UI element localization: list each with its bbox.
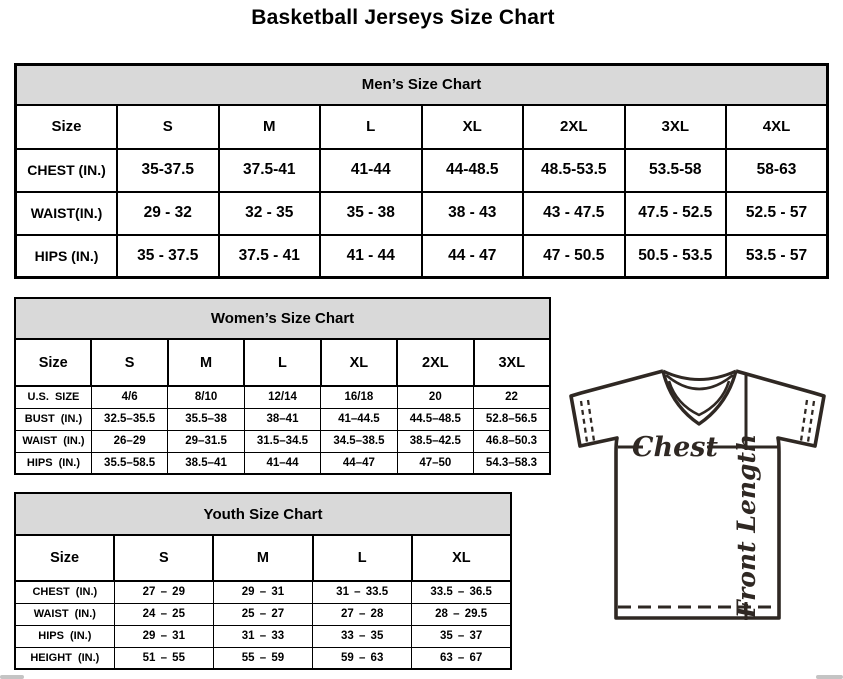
table-cell: 35 - 37.5 (117, 235, 219, 278)
size-column-header: L (244, 339, 320, 386)
table-cell: 8/10 (168, 386, 244, 408)
table-cell: 48.5-53.5 (523, 149, 625, 192)
table-cell: 33 – 35 (313, 625, 412, 647)
size-column-header: S (117, 105, 219, 149)
row-header: WAIST (IN.) (15, 430, 91, 452)
table-cell: 47–50 (397, 452, 473, 474)
table-cell: 12/14 (244, 386, 320, 408)
table-cell: 29 – 31 (213, 581, 312, 603)
row-header: HIPS (IN.) (16, 235, 118, 278)
row-header: HIPS (IN.) (15, 452, 91, 474)
size-column-header: 4XL (726, 105, 828, 149)
table-cell: 32 - 35 (219, 192, 321, 235)
table-cell: 31 – 33 (213, 625, 312, 647)
size-column-header: S (114, 535, 213, 581)
table-cell: 22 (474, 386, 550, 408)
table-title: Men’s Size Chart (16, 65, 828, 105)
size-column-header: XL (321, 339, 397, 386)
table-cell: 44–47 (321, 452, 397, 474)
table-cell: 52.5 - 57 (726, 192, 828, 235)
row-header: U.S. SIZE (15, 386, 91, 408)
size-header-cell: Size (15, 535, 114, 581)
row-header: HIPS (IN.) (15, 625, 114, 647)
table-cell: 38 - 43 (422, 192, 524, 235)
size-column-header: M (219, 105, 321, 149)
table-cell: 59 – 63 (313, 647, 412, 669)
size-column-header: S (91, 339, 167, 386)
size-column-header: M (168, 339, 244, 386)
row-header: WAIST (IN.) (15, 603, 114, 625)
table-cell: 58-63 (726, 149, 828, 192)
table-cell: 41 - 44 (320, 235, 422, 278)
table-cell: 44 - 47 (422, 235, 524, 278)
table-cell: 16/18 (321, 386, 397, 408)
table-cell: 25 – 27 (213, 603, 312, 625)
page-title: Basketball Jerseys Size Chart (251, 6, 555, 29)
table-cell: 44.5–48.5 (397, 408, 473, 430)
table-cell: 41–44.5 (321, 408, 397, 430)
table-title: Women’s Size Chart (15, 298, 550, 339)
table-cell: 53.5-58 (625, 149, 727, 192)
table-cell: 31 – 33.5 (313, 581, 412, 603)
womens-size-table (14, 297, 551, 475)
table-cell: 38–41 (244, 408, 320, 430)
size-column-header: 2XL (523, 105, 625, 149)
size-column-header: 2XL (397, 339, 473, 386)
jersey-measurement-diagram (556, 350, 843, 642)
table-cell: 31.5–34.5 (244, 430, 320, 452)
size-column-header: XL (412, 535, 511, 581)
front-length-label: Front Length (732, 433, 761, 619)
size-header-cell: Size (15, 339, 91, 386)
chest-label: Chest (632, 432, 718, 463)
row-header: CHEST (IN.) (16, 149, 118, 192)
table-cell: 24 – 25 (114, 603, 213, 625)
size-column-header: M (213, 535, 312, 581)
row-header: HEIGHT (IN.) (15, 647, 114, 669)
table-cell: 50.5 - 53.5 (625, 235, 727, 278)
table-title: Youth Size Chart (15, 493, 511, 535)
table-cell: 32.5–35.5 (91, 408, 167, 430)
scrollbar-thumb-right[interactable] (816, 675, 843, 679)
size-column-header: 3XL (474, 339, 550, 386)
table-cell: 38.5–42.5 (397, 430, 473, 452)
row-header: BUST (IN.) (15, 408, 91, 430)
table-cell: 29 – 31 (114, 625, 213, 647)
size-column-header: L (320, 105, 422, 149)
table-cell: 29 - 32 (117, 192, 219, 235)
size-column-header: XL (422, 105, 524, 149)
youth-size-table (14, 492, 512, 670)
mens-size-table (14, 63, 829, 279)
table-cell: 52.8–56.5 (474, 408, 550, 430)
table-cell: 33.5 – 36.5 (412, 581, 511, 603)
table-cell: 35 - 38 (320, 192, 422, 235)
table-cell: 27 – 29 (114, 581, 213, 603)
table-cell: 53.5 - 57 (726, 235, 828, 278)
table-cell: 27 – 28 (313, 603, 412, 625)
table-cell: 47 - 50.5 (523, 235, 625, 278)
table-cell: 41-44 (320, 149, 422, 192)
row-header: WAIST(IN.) (16, 192, 118, 235)
table-cell: 63 – 67 (412, 647, 511, 669)
table-cell: 26–29 (91, 430, 167, 452)
row-header: CHEST (IN.) (15, 581, 114, 603)
size-column-header: 3XL (625, 105, 727, 149)
table-cell: 54.3–58.3 (474, 452, 550, 474)
scrollbar-thumb-left[interactable] (0, 675, 24, 679)
table-cell: 29–31.5 (168, 430, 244, 452)
size-column-header: L (313, 535, 412, 581)
table-cell: 37.5-41 (219, 149, 321, 192)
jersey-outline (571, 371, 824, 618)
table-cell: 46.8–50.3 (474, 430, 550, 452)
table-cell: 38.5–41 (168, 452, 244, 474)
table-cell: 35 – 37 (412, 625, 511, 647)
jersey-diagram-svg (556, 350, 843, 642)
table-cell: 28 – 29.5 (412, 603, 511, 625)
table-cell: 44-48.5 (422, 149, 524, 192)
table-cell: 43 - 47.5 (523, 192, 625, 235)
table-cell: 20 (397, 386, 473, 408)
table-cell: 41–44 (244, 452, 320, 474)
table-cell: 35-37.5 (117, 149, 219, 192)
table-cell: 47.5 - 52.5 (625, 192, 727, 235)
size-header-cell: Size (16, 105, 118, 149)
table-cell: 35.5–58.5 (91, 452, 167, 474)
table-cell: 34.5–38.5 (321, 430, 397, 452)
table-cell: 51 – 55 (114, 647, 213, 669)
table-cell: 37.5 - 41 (219, 235, 321, 278)
table-cell: 4/6 (91, 386, 167, 408)
table-cell: 35.5–38 (168, 408, 244, 430)
table-cell: 55 – 59 (213, 647, 312, 669)
